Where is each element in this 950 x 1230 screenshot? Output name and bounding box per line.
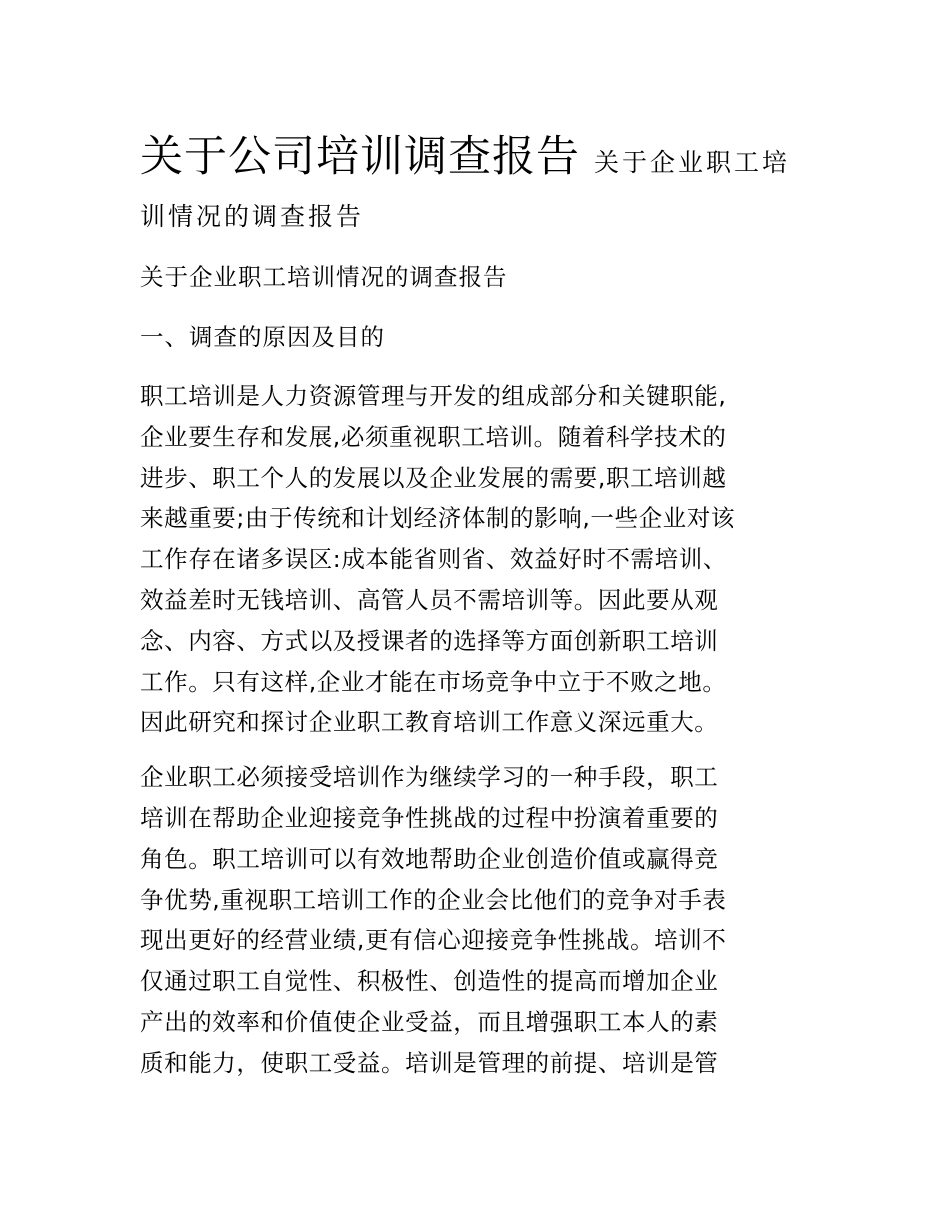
document-title <box>140 128 820 186</box>
paragraph-1 <box>140 376 820 743</box>
document-page <box>140 128 820 1084</box>
paragraph-line: 企业要生存和发展,必须重视职工培训。随着科学技术的 <box>140 422 727 451</box>
paragraph-line: 来越重要;由于传统和计划经济体制的影响,一些企业对该 <box>140 504 735 533</box>
paragraph-line: 质和能力，使职工受益。培训是管理的前提、培训是管 <box>140 1048 719 1077</box>
paragraph-line: 因此研究和探讨企业职工教育培训工作意义深远重大。 <box>140 708 719 737</box>
paragraph-line: 培训在帮助企业迎接竞争性挑战的过程中扮演着重要的 <box>140 803 719 832</box>
paragraph-line: 角色。职工培训可以有效地帮助企业创造价值或赢得竞 <box>140 844 719 873</box>
paragraph-line: 仅通过职工自觉性、积极性、创造性的提高而增加企业 <box>140 967 719 996</box>
document-subtitle: 关于企业职工培训情况的调查报告 <box>140 263 508 291</box>
paragraph-line: 工作。只有这样,企业才能在市场竞争中立于不败之地。 <box>140 667 727 696</box>
paragraph-line: 争优势,重视职工培训工作的企业会比他们的竞争对手表 <box>140 885 727 914</box>
paragraph-2 <box>140 757 820 1083</box>
paragraph-line: 工作存在诸多误区:成本能省则省、效益好时不需培训、 <box>140 545 727 574</box>
paragraph-line: 效益差时无钱培训、高管人员不需培训等。因此要从观 <box>140 585 719 614</box>
section-heading: 一、调查的原因及目的 <box>140 323 385 351</box>
paragraph-line: 进步、职工个人的发展以及企业发展的需要,职工培训越 <box>140 463 727 492</box>
paragraph-line: 职工培训是人力资源管理与开发的组成部分和关键职能, <box>140 382 727 410</box>
paragraph-line: 企业职工必须接受培训作为继续学习的一种手段，职工 <box>140 763 719 792</box>
title-main: 关于公司培训调查报告 <box>140 132 580 182</box>
title-continuation: 训情况的调查报告 <box>140 202 365 231</box>
paragraph-line: 现出更好的经营业绩,更有信心迎接竞争性挑战。培训不 <box>140 926 727 955</box>
title-sub: 关于企业职工培 <box>594 148 791 177</box>
paragraph-line: 念、内容、方式以及授课者的选择等方面创新职工培训 <box>140 626 719 655</box>
paragraph-line: 产出的效率和价值使企业受益，而且增强职工本人的素 <box>140 1007 719 1036</box>
